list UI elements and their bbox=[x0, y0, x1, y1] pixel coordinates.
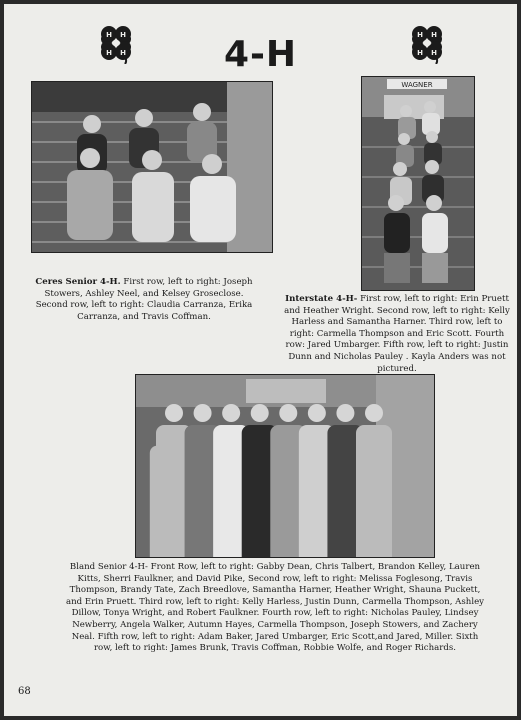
school-sign-text: WAGNER bbox=[401, 81, 433, 89]
interstate-caption-lead: Interstate 4-H- bbox=[285, 294, 358, 304]
svg-text:H: H bbox=[106, 31, 112, 39]
bland-caption bbox=[62, 562, 488, 655]
interstate-caption bbox=[284, 294, 510, 375]
bland-caption-text: Bland Senior 4-H- Front Row, left to right: Gabby Dean, Chris Talbert, Brandon Kelley, Lauren Kitts, Sherri Faulkner, and David Pike, Second row, left to right: Melissa Foglesong, Travis Thompson, Brandy Tate, Zach Breedlove, Samantha Harner, Heather Wright, Shauna Puckett, and Erin Pruett. Third row, left to right: Kelly Harless, Justin Dunn, Carmella Thompson, Ashley Dillow, Tonya Wright, and Robert Faulkner. Fourth row, left to right: Nicholas Pauley, Lindsey Newberry, Angela Walker, Autumn Hayes, Carmella Thompson, Joseph Stowers, and Zachery Neal. Fifth row, left to right: Adam Baker, Jared Umbarger, Eric Scott,and Jared, Miller. Sixth row, left to right: James Brunk, Travis Coffman, Robbie Wolfe, and Roger Richards. bbox=[65, 562, 485, 654]
ceres-caption-text: First row, left to right: Joseph Stowers, Ashley Neel, and Kelsey Groseclose. Second row, left to right: Claudia Carranza, Erika Carranza, and Travis Coffman. bbox=[35, 277, 253, 322]
interstate-group-photo bbox=[361, 76, 475, 291]
bland-group-photo bbox=[135, 374, 435, 558]
svg-text:H: H bbox=[417, 49, 423, 57]
svg-text:H: H bbox=[417, 31, 423, 39]
yearbook-page bbox=[4, 4, 517, 716]
svg-text:H: H bbox=[431, 49, 437, 57]
page-title: 4-H bbox=[223, 34, 298, 75]
ceres-caption bbox=[34, 277, 254, 323]
page-number: 68 bbox=[18, 686, 31, 697]
svg-text:H: H bbox=[120, 31, 126, 39]
ceres-group-photo bbox=[31, 81, 273, 253]
ceres-caption-lead: Ceres Senior 4-H. bbox=[35, 277, 121, 287]
svg-text:H: H bbox=[431, 31, 437, 39]
four-leaf-clover-icon bbox=[406, 22, 448, 64]
svg-text:H: H bbox=[120, 49, 126, 57]
svg-text:H: H bbox=[106, 49, 112, 57]
interstate-caption-text: First row, left to right: Erin Pruett and Heather Wright. Second row, left to right: Kelly Harless and Samantha Harner. Third row, left to right: Carmella Thompson and Eric Scott. Fourth row: Jared Umbarger. Fifth row, left to right: Justin Dunn and Nicholas Pauley . Kayla Anders was not pictured. bbox=[284, 294, 510, 374]
